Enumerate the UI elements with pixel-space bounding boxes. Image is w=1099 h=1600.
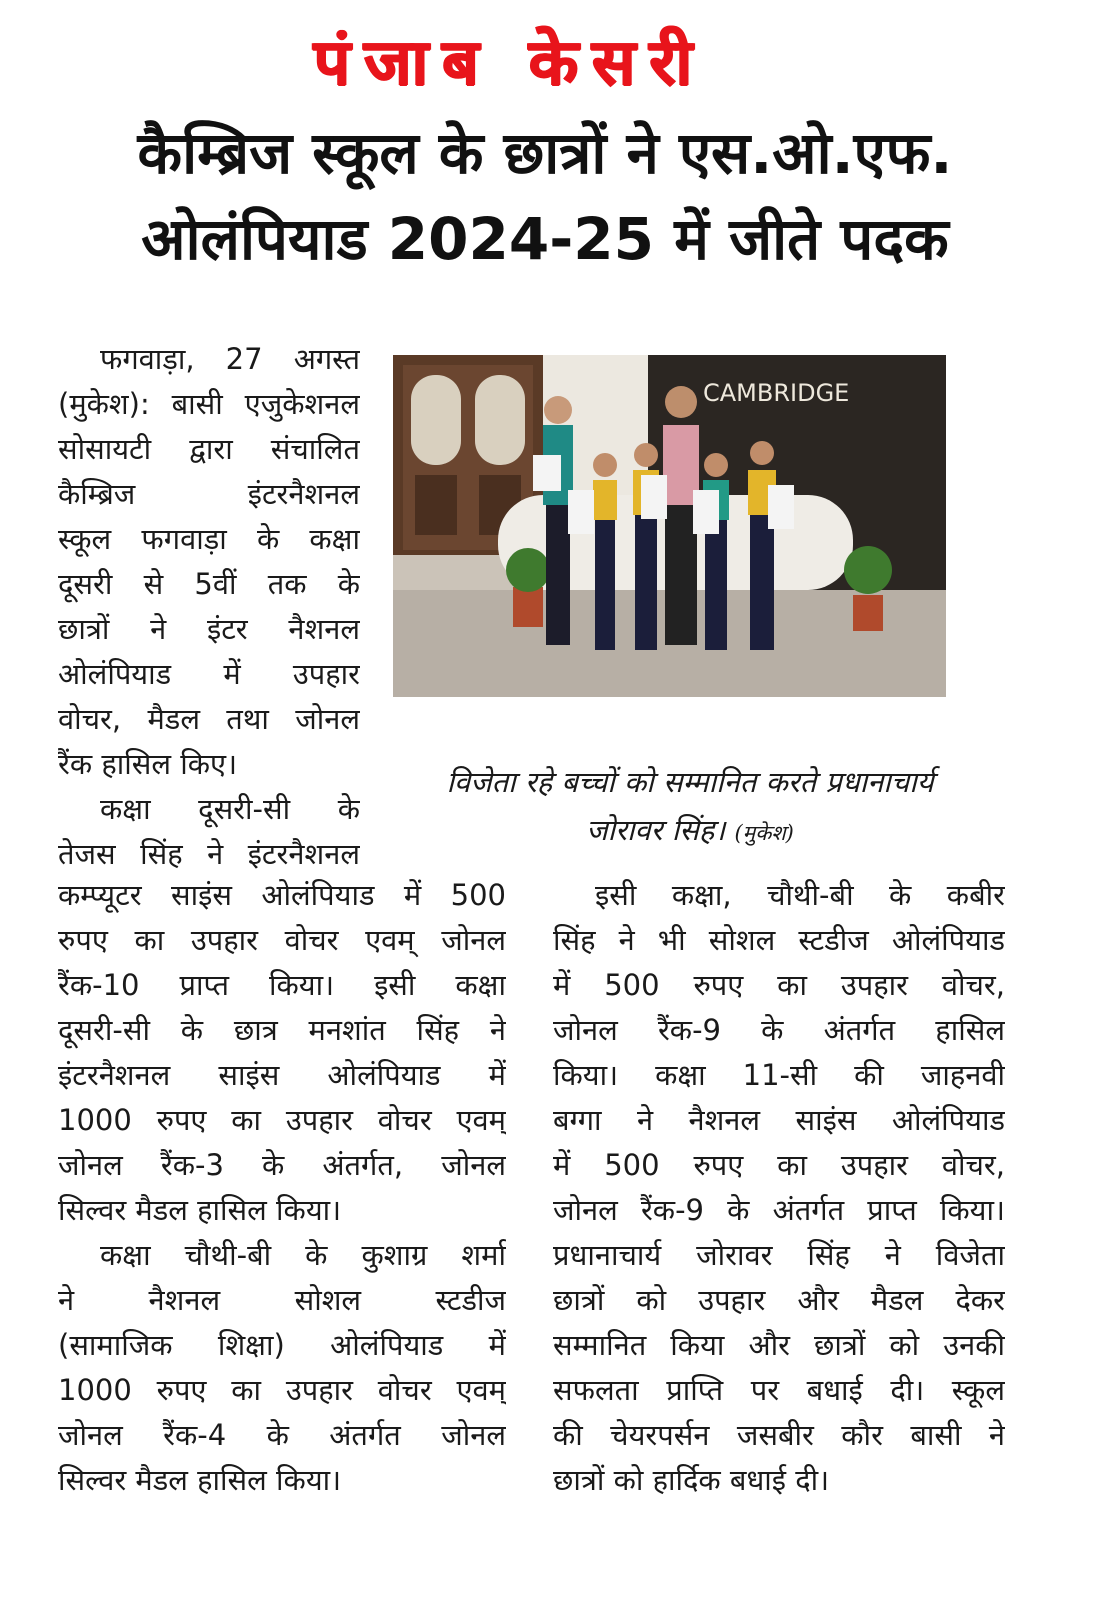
body-line: 1000 रुपए का उपहार वोचर एवम् xyxy=(58,1373,506,1407)
body-line: सोसायटी द्वारा संचालित xyxy=(58,432,360,466)
body-line: में 500 रुपए का उपहार वोचर, xyxy=(553,968,1005,1002)
body-line: किया। कक्षा 11-सी की जाहनवी xyxy=(553,1058,1005,1092)
body-line: 1000 रुपए का उपहार वोचर एवम् xyxy=(58,1103,506,1137)
body-line: जोनल रैंक-3 के अंतर्गत, जोनल xyxy=(58,1148,506,1182)
body-line: ओलंपियाड में उपहार xyxy=(58,657,360,691)
cambridge-sign: CAMBRIDGE xyxy=(703,379,850,407)
body-line: सिंह ने भी सोशल स्टडीज ओलंपियाड xyxy=(553,923,1005,957)
caption-credit: (मुकेश) xyxy=(734,821,794,845)
body-line: सिल्वर मैडल हासिल किया। xyxy=(58,1193,342,1227)
body-line: इंटरनैशनल साइंस ओलंपियाड में xyxy=(58,1058,506,1092)
article-photo xyxy=(393,355,946,697)
body-line: स्कूल फगवाड़ा के कक्षा xyxy=(58,522,360,556)
body-line: छात्रों ने इंटर नैशनल xyxy=(58,612,360,646)
body-line: जोनल रैंक-4 के अंतर्गत जोनल xyxy=(58,1418,506,1452)
body-line: दूसरी-सी के छात्र मनशांत सिंह ने xyxy=(58,1013,506,1047)
photo-caption-line-2 xyxy=(380,810,1000,853)
body-line: कम्प्यूटर साइंस ओलंपियाड में 500 xyxy=(58,878,506,912)
body-line: कक्षा दूसरी-सी के xyxy=(100,792,360,826)
body-line: छात्रों को हार्दिक बधाई दी। xyxy=(553,1463,830,1497)
body-line: बग्गा ने नैशनल साइंस ओलंपियाड xyxy=(553,1103,1005,1137)
caption-name: जोरावर सिंह। xyxy=(586,813,726,847)
headline-line-2: ओलंपियाड 2024-25 में जीते पदक xyxy=(141,205,949,273)
photo-caption-line-1: विजेता रहे बच्चों को सम्मानित करते प्रधानाचार्य xyxy=(446,765,934,799)
body-line: जोनल रैंक-9 के अंतर्गत हासिल xyxy=(553,1013,1005,1047)
body-line: फगवाड़ा, 27 अगस्त xyxy=(100,342,360,376)
body-line: (मुकेश): बासी एजुकेशनल xyxy=(58,387,360,421)
body-line: दूसरी से 5वीं तक के xyxy=(58,567,360,601)
body-line: सफलता प्राप्ति पर बधाई दी। स्कूल xyxy=(553,1373,1005,1407)
body-line: ने नैशनल सोशल स्टडीज xyxy=(58,1283,506,1317)
body-line: प्रधानाचार्य जोरावर सिंह ने विजेता xyxy=(553,1238,1005,1272)
body-line: में 500 रुपए का उपहार वोचर, xyxy=(553,1148,1005,1182)
body-line: की चेयरपर्सन जसबीर कौर बासी ने xyxy=(553,1418,1005,1452)
body-line: सिल्वर मैडल हासिल किया। xyxy=(58,1463,342,1497)
body-line: रैंक-10 प्राप्त किया। इसी कक्षा xyxy=(58,968,506,1002)
body-line: (सामाजिक शिक्षा) ओलंपियाड में xyxy=(58,1328,506,1362)
body-line: छात्रों को उपहार और मैडल देकर xyxy=(553,1283,1005,1317)
headline-line-1: कैम्ब्रिज स्कूल के छात्रों ने एस.ओ.एफ. xyxy=(137,119,953,187)
body-line: सम्मानित किया और छात्रों को उनकी xyxy=(553,1328,1005,1362)
newspaper-masthead: पंजाब केसरी xyxy=(313,26,707,100)
body-line: रुपए का उपहार वोचर एवम् जोनल xyxy=(58,923,506,957)
body-line: रैंक हासिल किए। xyxy=(58,747,238,781)
body-line: कैम्ब्रिज इंटरनैशनल xyxy=(58,477,360,511)
body-line: कक्षा चौथी-बी के कुशाग्र शर्मा xyxy=(100,1238,506,1272)
body-line: इसी कक्षा, चौथी-बी के कबीर xyxy=(595,878,1005,912)
body-line: जोनल रैंक-9 के अंतर्गत प्राप्त किया। xyxy=(553,1193,1005,1227)
body-line: वोचर, मैडल तथा जोनल xyxy=(58,702,360,736)
body-line: तेजस सिंह ने इंटरनैशनल xyxy=(58,837,360,871)
